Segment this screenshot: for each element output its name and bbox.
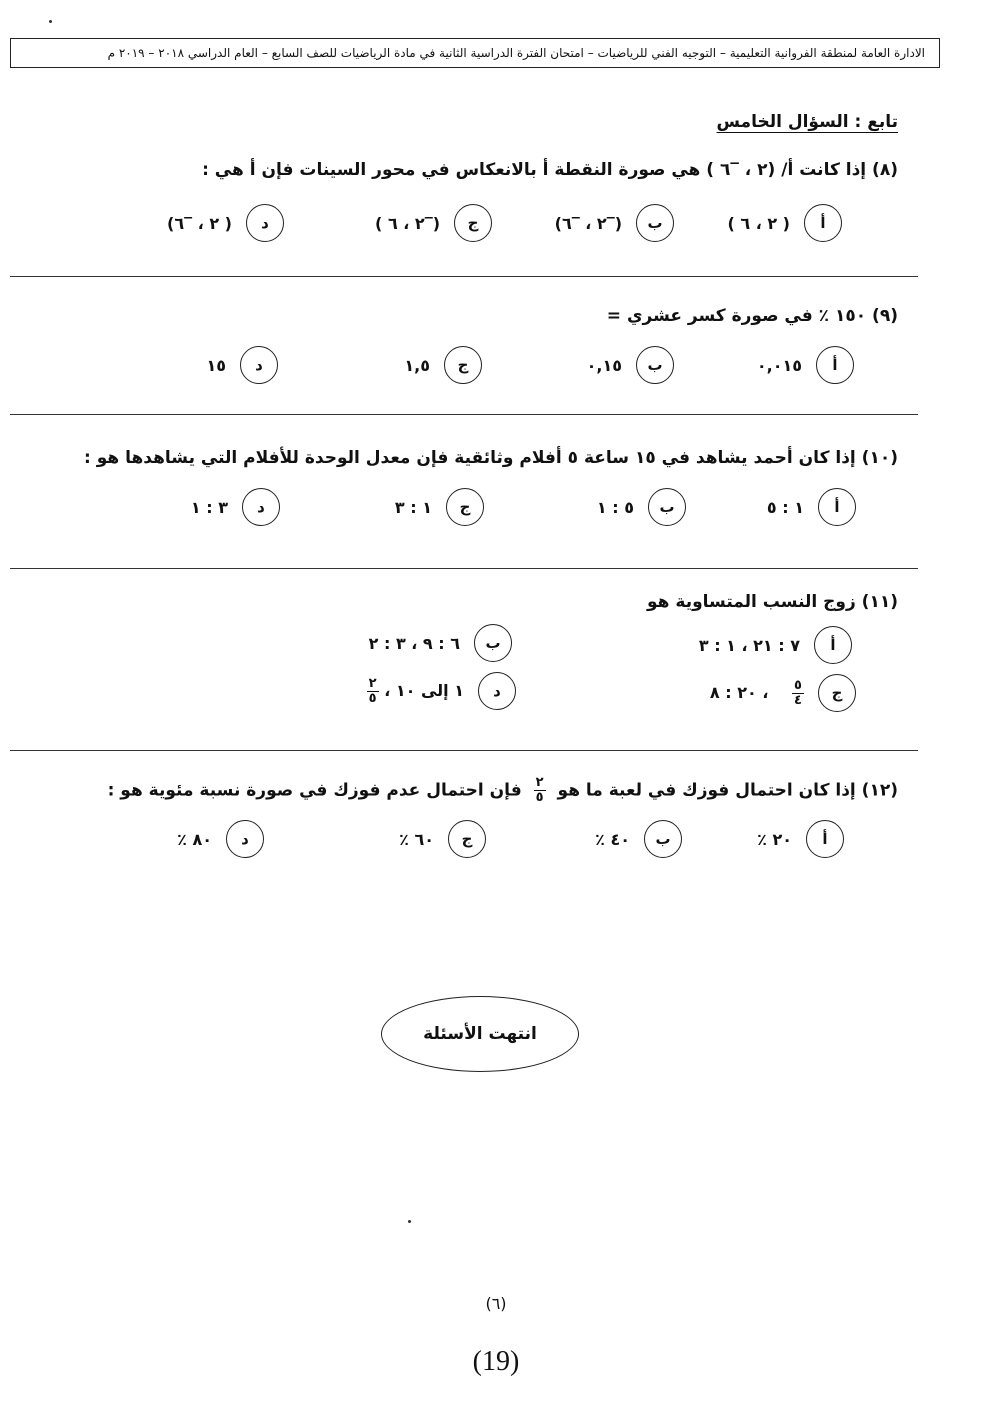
option-value: ١,٥ (404, 355, 430, 375)
q12-option-a[interactable] (757, 820, 844, 858)
question-10: (١٠) إذا كان أحمد يشاهد في ١٥ ساعة ٥ أفلام وثائقية فإن معدل الوحدة للأفلام التي يشاهدها هو : (84, 448, 898, 468)
fraction-numerator: ٥ (794, 677, 802, 693)
end-of-questions-label: انتهت الأسئلة (381, 996, 579, 1072)
question-12-text-a: (١٢) إذا كان احتمال فوزك في لعبة ما هو (557, 780, 898, 801)
page-number-arabic: (٦) (485, 1294, 507, 1313)
option-value: ٣ : ١ (190, 497, 228, 517)
fraction-denominator: ٤ (794, 692, 802, 708)
option-value (710, 679, 804, 708)
q10-option-b[interactable] (597, 488, 686, 526)
option-letter: ج (448, 820, 486, 858)
page-number: (19) (472, 1346, 520, 1377)
option-letter: أ (818, 488, 856, 526)
option-letter: د (246, 204, 284, 242)
option-value: ٦٠ ٪ (399, 829, 434, 849)
question-12 (108, 776, 898, 805)
question-12-text-b: فإن احتمال عدم فوزك في صورة نسبة مئوية هو : (107, 780, 522, 801)
option-value: ٠,١٥ (586, 355, 622, 375)
q11-option-b[interactable] (369, 624, 512, 662)
option-letter: ب (648, 488, 686, 526)
question-9: (٩) ١٥٠ ٪ في صورة كسر عشري = (606, 306, 898, 326)
option-letter: أ (806, 820, 844, 858)
fraction-numerator: ٢ (368, 675, 377, 691)
q12-option-c[interactable] (399, 820, 486, 858)
option-letter: أ (814, 626, 852, 664)
q12-option-d[interactable] (177, 820, 264, 858)
option-letter: ج (818, 674, 856, 712)
scan-speck (49, 20, 52, 23)
exam-header: الادارة العامة لمنطقة الفروانية التعليمية – التوجيه الفني للرياضيات – امتحان الفترة الدراسية الثانية في مادة الرياضيات للصف السابع – العام الدراسي ٢٠١٨ – ٢٠١٩ م (10, 38, 940, 68)
fraction (534, 776, 546, 805)
divider (10, 414, 918, 415)
option-value: ١٥ (206, 355, 226, 375)
option-letter: ج (446, 488, 484, 526)
divider (10, 276, 918, 277)
q10-option-a[interactable] (767, 488, 856, 526)
option-value-text: ١ إلى ١٠ ، (384, 680, 464, 700)
q11-option-d[interactable] (367, 672, 516, 710)
option-value: ٥ : ١ (596, 497, 634, 517)
option-letter: ب (644, 820, 682, 858)
option-value: ٦ : ٩ ، ٣ : ٢ (368, 633, 460, 653)
q9-option-a[interactable] (757, 346, 854, 384)
option-letter: ج (454, 204, 492, 242)
q9-option-b[interactable] (587, 346, 674, 384)
q8-option-b[interactable] (555, 204, 674, 242)
divider (10, 568, 918, 569)
q10-option-d[interactable] (191, 488, 280, 526)
option-value: ١ : ٥ (766, 497, 804, 517)
question-8: (٨) إذا كانت أ/ (٢ ، ‾٦ ) هي صورة النقطة أ بالانعكاس في محور السينات فإن أ هي : (202, 160, 898, 180)
q9-option-c[interactable] (404, 346, 482, 384)
option-letter: ب (636, 346, 674, 384)
option-value: ٢٠ ٪ (757, 829, 792, 849)
scan-speck (408, 1220, 411, 1223)
q9-option-d[interactable] (206, 346, 278, 384)
fraction-denominator: ٥ (368, 690, 377, 706)
option-letter: أ (804, 204, 842, 242)
q10-option-c[interactable] (395, 488, 484, 526)
q12-option-b[interactable] (595, 820, 682, 858)
fraction-numerator: ٢ (535, 775, 544, 790)
fraction (367, 677, 379, 706)
option-value: ( ٢ ، ‾٦) (167, 213, 232, 233)
option-value: ٤٠ ٪ (595, 829, 630, 849)
q11-option-c[interactable] (710, 674, 856, 712)
q11-option-a[interactable] (699, 626, 852, 664)
question-11: (١١) زوج النسب المتساوية هو (647, 592, 898, 612)
option-letter: د (242, 488, 280, 526)
fraction-denominator: ٥ (535, 790, 544, 805)
option-value: ٠,٠١٥ (756, 355, 802, 375)
option-letter: ج (444, 346, 482, 384)
option-letter: ب (474, 624, 512, 662)
option-value: ٧ : ٢١ ، ١ : ٣ (698, 635, 800, 655)
divider (10, 750, 918, 751)
option-value: ١ : ٣ (394, 497, 432, 517)
option-value (367, 677, 464, 706)
fraction (792, 679, 804, 708)
section-title: تابع : السؤال الخامس (716, 112, 898, 132)
q8-option-a[interactable] (727, 204, 842, 242)
option-letter: د (478, 672, 516, 710)
option-value: (‾٢ ، ‾٦) (554, 213, 622, 233)
option-value: ٨٠ ٪ (177, 829, 212, 849)
option-letter: ب (636, 204, 674, 242)
option-letter: د (226, 820, 264, 858)
q8-option-d[interactable] (167, 204, 284, 242)
option-value-rest: ، ٢٠ : ٨ (709, 682, 769, 702)
option-value: ( ٢ ، ٦ ) (727, 213, 790, 233)
option-letter: د (240, 346, 278, 384)
option-letter: أ (816, 346, 854, 384)
option-value: (‾٢ ، ٦ ) (375, 213, 440, 233)
q8-option-c[interactable] (375, 204, 492, 242)
